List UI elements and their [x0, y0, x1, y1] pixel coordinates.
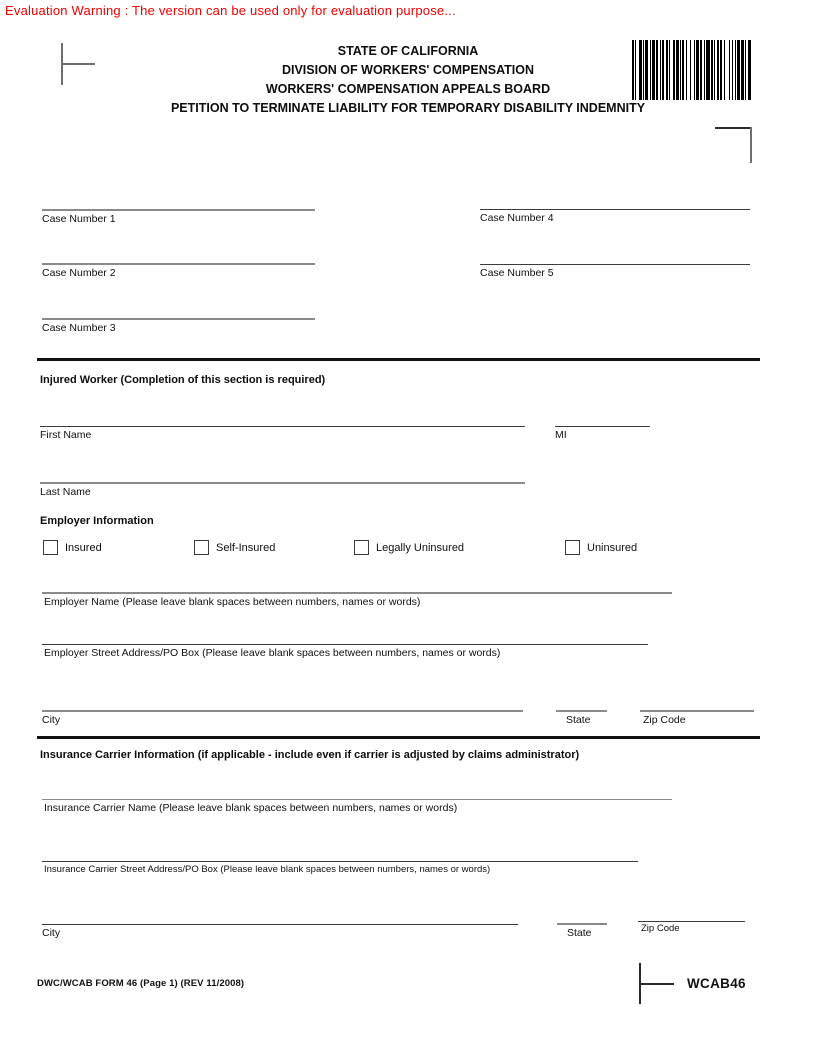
middle-initial-input-line[interactable] [555, 426, 650, 427]
checkbox-uninsured[interactable] [565, 539, 637, 556]
employer-zip-label: Zip Code [643, 714, 686, 726]
employer-name-field[interactable] [42, 592, 672, 608]
last-name-input-line[interactable] [40, 482, 525, 484]
checkbox-insured-label: Insured [65, 541, 102, 554]
insurance-street-field[interactable] [42, 861, 638, 875]
insurance-name-field[interactable] [42, 799, 672, 814]
case-number-1-input-line[interactable] [42, 209, 315, 211]
insurance-zip-input-line[interactable] [638, 921, 745, 922]
insurance-section-heading: Insurance Carrier Information (if applicable - include even if carrier is adjusted by claims administrator) [40, 749, 580, 761]
checkbox-legally-uninsured[interactable] [354, 539, 464, 556]
middle-initial-field[interactable] [555, 426, 650, 441]
insurance-zip-field[interactable] [638, 921, 745, 934]
insurance-state-label: State [567, 927, 592, 939]
header-board: WORKERS' COMPENSATION APPEALS BOARD [265, 82, 551, 96]
checkbox-legally-uninsured-box[interactable] [354, 540, 369, 555]
employer-state-label: State [566, 714, 591, 726]
case-number-1-label: Case Number 1 [42, 213, 116, 225]
employer-section-heading: Employer Information [40, 515, 154, 527]
employer-city-field[interactable] [42, 710, 523, 726]
employer-zip-field[interactable] [640, 710, 754, 726]
insurance-name-input-line[interactable] [42, 799, 672, 800]
section-divider-insurance [37, 736, 760, 739]
case-number-3-field[interactable] [42, 318, 315, 334]
checkbox-self-insured-box[interactable] [194, 540, 209, 555]
case-number-5-field[interactable] [480, 264, 750, 279]
checkbox-insured[interactable] [43, 539, 102, 556]
case-number-2-field[interactable] [42, 263, 315, 279]
employer-state-input-line[interactable] [556, 710, 607, 712]
crop-mark-bottom-right-horizontal [639, 983, 674, 985]
employer-city-label: City [42, 714, 61, 726]
insurance-zip-label: Zip Code [641, 923, 680, 934]
footer-form-id: DWC/WCAB FORM 46 (Page 1) (REV 11/2008) [37, 978, 245, 989]
checkbox-uninsured-box[interactable] [565, 540, 580, 555]
form-title: PETITION TO TERMINATE LIABILITY FOR TEMPORARY DISABILITY INDEMNITY [170, 101, 646, 115]
case-number-4-field[interactable] [480, 209, 750, 224]
employer-state-field[interactable] [556, 710, 607, 726]
checkbox-self-insured[interactable] [194, 539, 275, 556]
header-division: DIVISION OF WORKERS' COMPENSATION [281, 63, 535, 77]
footer-wcab-code: WCAB46 [687, 976, 746, 991]
section-divider-injured-worker [37, 358, 760, 361]
evaluation-warning-text: Evaluation Warning : The version can be used only for evaluation purpose... [5, 3, 456, 18]
checkbox-self-insured-label: Self-Insured [216, 541, 276, 554]
checkbox-uninsured-label: Uninsured [587, 541, 638, 554]
first-name-label: First Name [40, 429, 92, 441]
employer-name-input-line[interactable] [42, 592, 672, 594]
checkbox-legally-uninsured-label: Legally Uninsured [376, 541, 465, 554]
checkbox-insured-box[interactable] [43, 540, 58, 555]
case-number-2-label: Case Number 2 [42, 267, 116, 279]
insurance-state-field[interactable] [557, 923, 607, 939]
employer-street-field[interactable] [42, 644, 648, 659]
employer-name-label: Employer Name (Please leave blank spaces between numbers, names or words) [44, 596, 421, 608]
case-number-4-label: Case Number 4 [480, 212, 554, 224]
case-number-4-input-line[interactable] [480, 209, 750, 210]
insurance-street-label: Insurance Carrier Street Address/PO Box (Please leave blank spaces between numbers, names or words) [44, 864, 491, 875]
middle-initial-label: MI [555, 429, 567, 441]
last-name-field[interactable] [40, 482, 525, 498]
first-name-field[interactable] [40, 426, 525, 441]
injured-worker-section-heading: Injured Worker (Completion of this section is required) [40, 374, 326, 386]
first-name-input-line[interactable] [40, 426, 525, 427]
case-number-5-input-line[interactable] [480, 264, 750, 265]
employer-street-input-line[interactable] [42, 644, 648, 645]
employer-city-input-line[interactable] [42, 710, 523, 712]
header-state: STATE OF CALIFORNIA [337, 44, 479, 58]
insurance-city-input-line[interactable] [42, 924, 518, 925]
insurance-street-input-line[interactable] [42, 861, 638, 862]
case-number-1-field[interactable] [42, 209, 315, 225]
insurance-name-label: Insurance Carrier Name (Please leave blank spaces between numbers, names or words) [44, 802, 458, 814]
insurance-state-input-line[interactable] [557, 923, 607, 925]
employer-street-label: Employer Street Address/PO Box (Please leave blank spaces between numbers, names or words) [44, 647, 501, 659]
barcode [632, 40, 752, 100]
insurance-city-field[interactable] [42, 924, 518, 939]
case-number-2-input-line[interactable] [42, 263, 315, 265]
crop-mark-top-right-vertical [750, 127, 752, 163]
case-number-5-label: Case Number 5 [480, 267, 554, 279]
insurance-city-label: City [42, 927, 61, 939]
crop-mark-top-right-horizontal [715, 127, 751, 129]
last-name-label: Last Name [40, 486, 91, 498]
case-number-3-label: Case Number 3 [42, 322, 116, 334]
case-number-3-input-line[interactable] [42, 318, 315, 320]
employer-zip-input-line[interactable] [640, 710, 754, 712]
barcode-bar [751, 40, 752, 100]
